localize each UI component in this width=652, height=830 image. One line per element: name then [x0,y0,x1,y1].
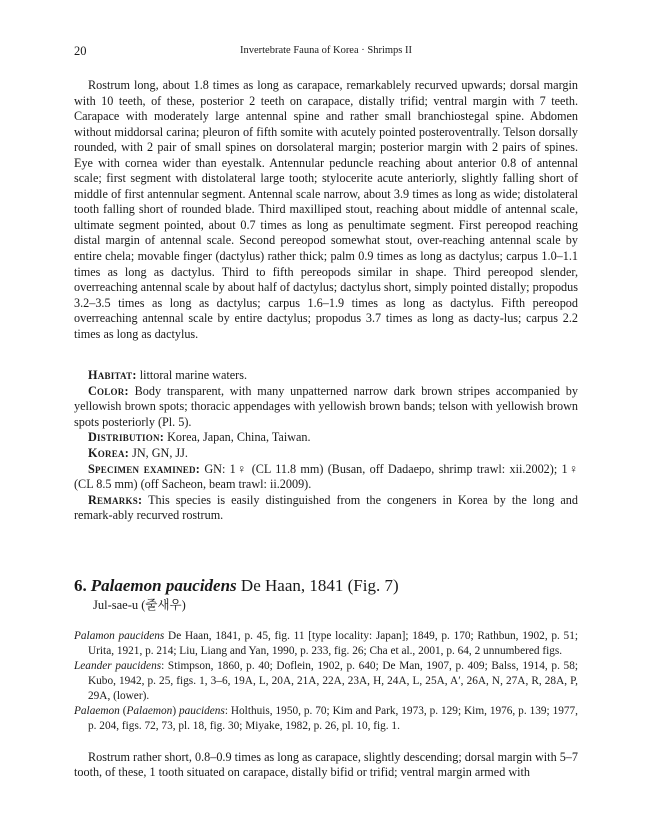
field-text: Korea, Japan, China, Taiwan. [164,430,311,445]
field-label: Habitat: [88,368,137,383]
species-number: 6. [74,575,87,595]
field-habitat [74,368,578,384]
synonymy-list [74,629,578,734]
field-label: Korea: [88,446,130,461]
species-authority: De Haan, 1841 (Fig. 7) [236,575,399,595]
synonym-epithet: paucidens [179,704,225,717]
description-paragraph: Rostrum long, about 1.8 times as long as carapace, remarkablely recurved upwards; dorsal margin with 10 teeth, of these, posterior 2 teeth on carapace, distally trifid; ventral margin with 7 teeth. Carapace with moderately large antennal spine and rather small branchiostegal spine. Abdomen without middorsal carina; pleuron of fifth somite with acutely pointed posteroventrally. Telson dorsally rounded, with 2 pair of small spines on dorsolateral margin; posterior margin with 2 pairs of spines. Eye with cornea wider than eyestalk. Antennular peduncle reaching about anterior 0.8 of antennal scale; first segment with distolateral large tooth; stylocerite acute anteriorly, slightly falling short of middle of first antennular segment. Antennal scale narrow, about 3.9 times as long as wide; distolateral tooth falling short of rounded blade. Third maxilliped stout, reaching about middle of antennal scale, ultimate segment pointed, about 0.7 times as long as penultimate segment. First pereopod reaching distal margin of antennal scale. Second pereopod somewhat stout, over-reaching antennal scale by entire chela; movable finger (dactylus) rather thick; palm 0.9 times as long as dactylus; carpus 1.0–1.1 times as long as dactylus. Third to fifth pereopods similar in shape. Third pereopod slender, overreaching antennal scale by about half of dactylus; dactylus short, simply pointed distally; propodus 3.2–3.5 times as long as dactylus; carpus 1.6–1.9 times as long as dactylus. Fifth pereopod overreaching antennal scale by entire dactylus; propodus 3.7 times as long as dacty-lus; carpus 2.2 times as long as dactylus. [74,78,578,341]
synonym-subgenus: Palaemon [126,704,173,717]
field-remarks [74,493,578,524]
field-label: Color: [88,383,129,398]
synonym-citation: : Stimpson, 1860, p. 40; Doflein, 1902, p. 640; De Man, 1907, p. 409; Balss, 1914, p. 58; Kubo, 1942, p. 25, figs. 1, 3–6, 19A, L, 20A, 21A, 22A, 23A, H, 24A, L, 25A, A′, 26A, N, 27A, R, 28A, P, 29A, (lower). [88,659,578,702]
field-label: Distribution: [88,430,165,445]
running-title: Invertebrate Fauna of Korea · Shrimps II [239,45,413,56]
page-body [74,78,578,781]
synonym-citation: De Haan, 1841, p. 45, fig. 11 [type locality: Japan]; 1849, p. 170; Rathbun, 1902, p. 51; Urita, 1921, p. 214; Liu, Liang and Yan, 1990, p. 233, fig. 26; Cha et al., 2001, p. 64, 2 unnumbered figs. [88,629,578,657]
running-header [74,44,578,60]
synonym-name: Leander paucidens [74,659,162,672]
species-fields [74,368,578,523]
synonym-name: Palamon paucidens [74,629,165,642]
description-paragraph-2: Rostrum rather short, 0.8–0.9 times as long as carapace, slightly descending; dorsal margin with 5–7 tooth, of these, 1 tooth situated on carapace, distally bifid or trifid; ventral margin armed with [74,749,578,780]
species-common-name: Jul-sae-u (줄새우) [93,597,186,612]
field-label: Remarks: [88,492,143,507]
synonym-citation: : Holthuis, 1950, p. 70; Kim and Park, 1973, p. 129; Kim, 1976, p. 139; 1977, p. 204, figs. 72, 73, pl. 18, fig. 30; Miyake, 1982, p. 26, pl. 10, fig. 1. [88,704,578,732]
field-text: JN, GN, JJ. [129,446,188,461]
synonym-entry [74,659,578,704]
synonym-genus: Palaemon [74,704,120,717]
field-text: Body transparent, with many unpatterned narrow dark brown stripes accompanied by yellowish brown spots; thoracic appendages with yellowish brown bands; telson with yellowish brown spots posteriorly (Pl. 5). [74,383,578,429]
species-name: Palaemon paucidens [90,575,237,595]
synonym-entry: Palaemon (Palaemon) paucidens: Holthuis, 1950, p. 70; Kim and Park, 1973, p. 129; Kim, 1976, p. 139; 1977, p. 204, figs. 72, 73, pl. 18, fig. 30; Miyake, 1982, p. 26, pl. 10, fig. 1. [74,704,578,732]
field-text: littoral marine waters. [136,368,248,383]
synonym-entry [74,629,578,659]
field-text: This species is easily distinguished from the congeners in Korea by the long and remark-ably recurved rostrum. [74,492,578,523]
field-specimen-examined [74,462,578,493]
field-color [74,384,578,431]
field-text: GN: 1♀ (CL 11.8 mm) (Busan, off Dadaepo, shrimp trawl: xii.2002); 1♀ (CL 8.5 mm) (off Sacheon, beam trawl: ii.2009). [74,461,579,492]
field-distribution [74,430,578,446]
page-number: 20 [74,44,87,58]
field-label: Specimen examined: [88,461,201,476]
field-korea [74,446,578,462]
species-heading [74,576,578,596]
